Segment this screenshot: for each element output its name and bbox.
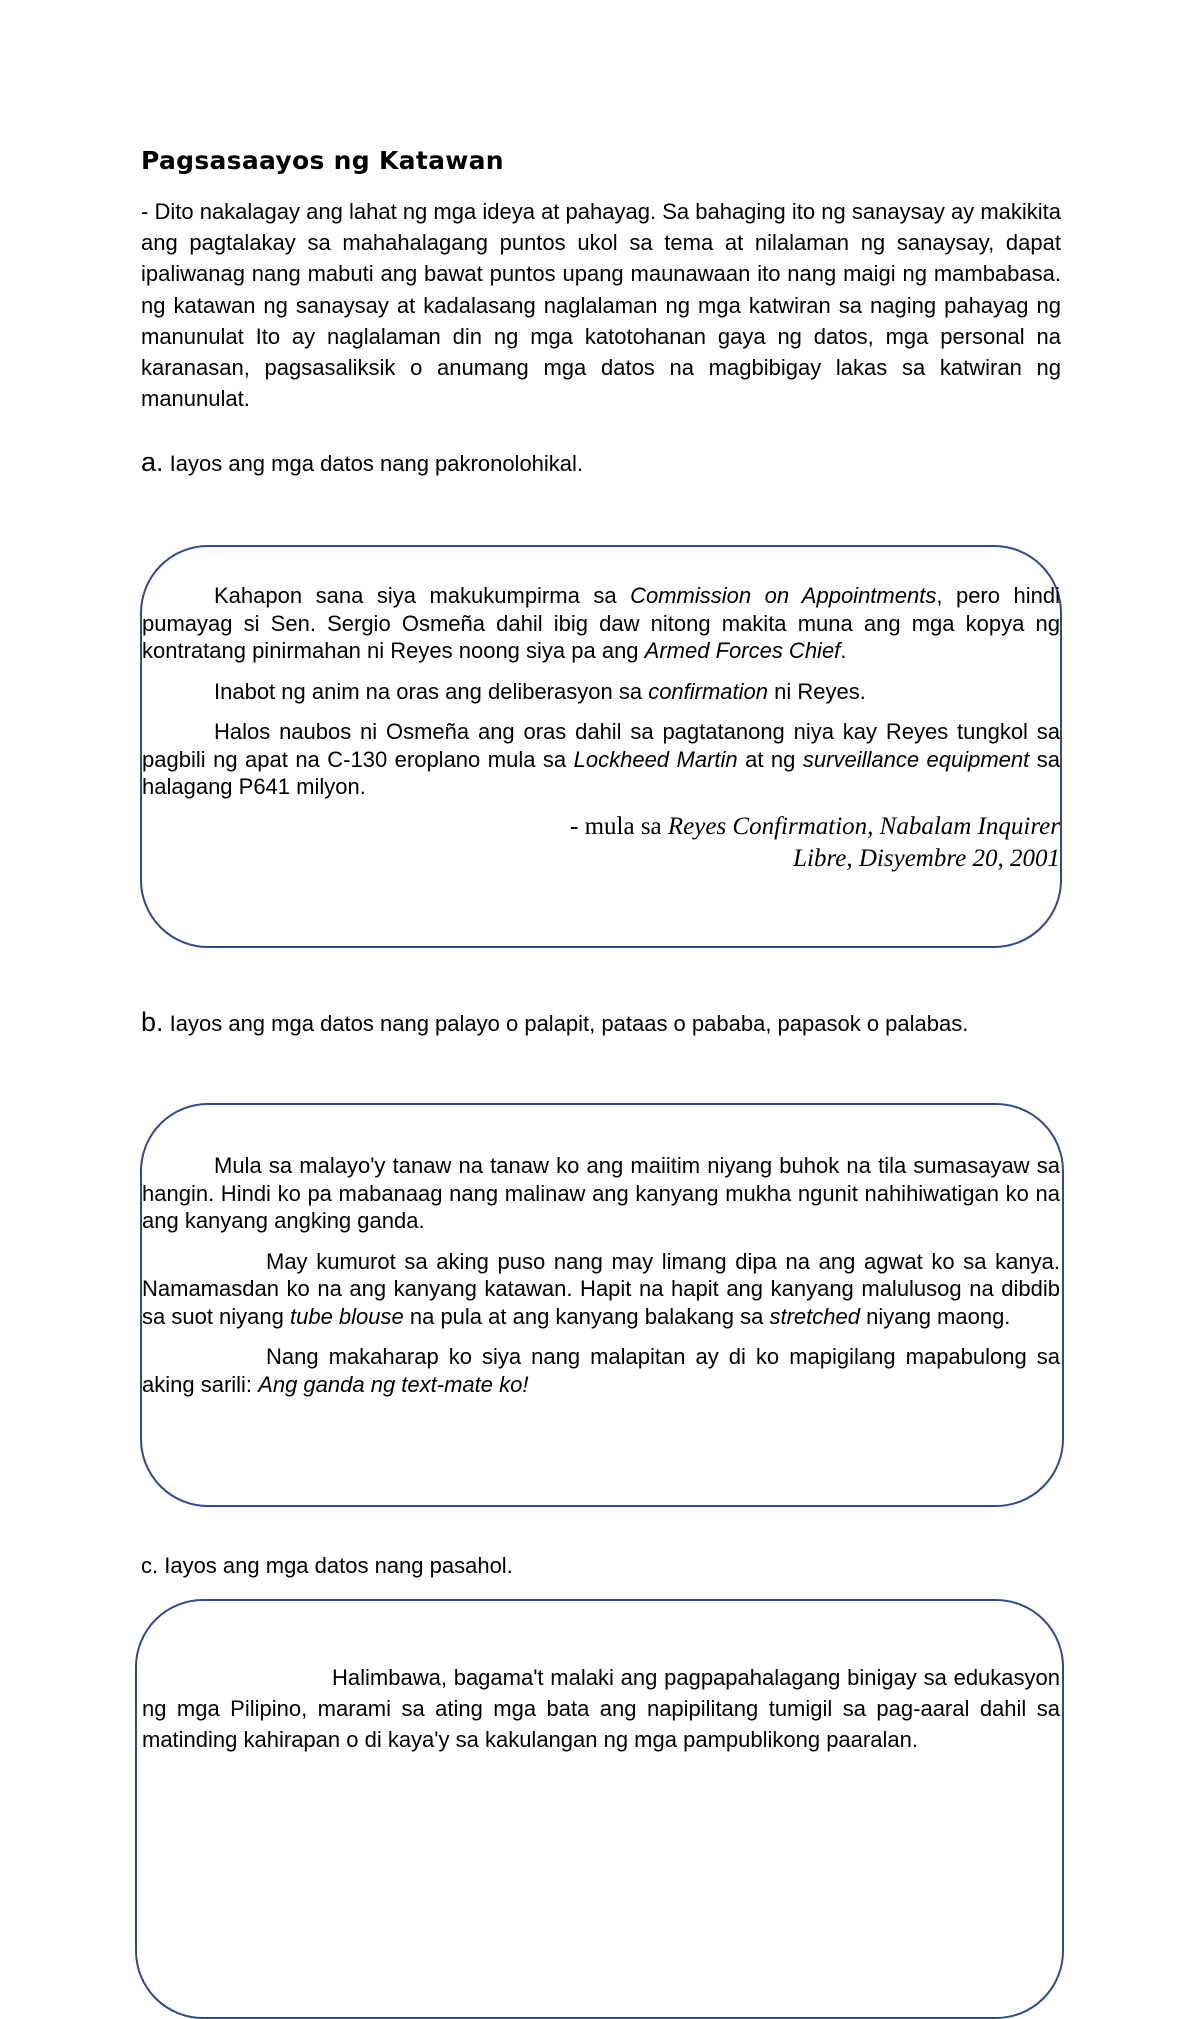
text-run: at ng xyxy=(737,746,803,772)
example-a-paragraph-3 xyxy=(142,718,1060,801)
text-run: Inabot ng anim na oras ang deliberasyon sa xyxy=(214,678,649,704)
text-run: Kahapon sana siya makukumpirma sa xyxy=(214,583,631,608)
example-a-text xyxy=(142,582,1060,875)
example-c-paragraph-1: Halimbawa, bagama't malaki ang pagpapahalagang binigay sa edukasyon ng mga Pilipino, marami sa ating mga bata ang napipilitang tumigil sa pag-aaral dahil sa matinding kahirapan o di kaya'y sa kakulangan ng mga pampublikong paaralan. xyxy=(142,1665,1060,1752)
example-a-paragraph-2 xyxy=(142,678,1060,706)
example-b-paragraph-2 xyxy=(142,1248,1060,1331)
text-run: , pero hindi pumayag si Sen. Sergio Osmeña dahil ibig daw nitong makita muna ang mga kopya ng kontratang pinirmahan ni Reyes noong siya pa ang xyxy=(142,583,1060,663)
text-run: . xyxy=(840,638,847,663)
text-run: niyang maong. xyxy=(859,1303,1011,1329)
example-c-text xyxy=(142,1662,1060,1755)
text-run: Nang makaharap ko siya nang malapitan ay di ko mapigilang mapabulong sa aking sarili: xyxy=(142,1344,1060,1397)
example-b-text xyxy=(142,1152,1060,1398)
source-citation xyxy=(142,811,1060,875)
italic-run: Ang ganda ng text-mate ko! xyxy=(258,1371,529,1397)
item-a-text: Iayos ang mga datos nang pakronolohikal. xyxy=(163,451,584,476)
citation-prefix: - mula sa xyxy=(570,812,668,840)
example-a-paragraph-1 xyxy=(142,582,1060,665)
citation-title: Reyes Confirmation, Nabalam Inquirer xyxy=(667,812,1060,840)
text-run: na pula at ang kanyang balakang sa xyxy=(403,1303,770,1329)
example-b-paragraph-1: Mula sa malayo'y tanaw na tanaw ko ang maiitim niyang buhok na tila sumasayaw sa hangin. Hindi ko pa mabanaag nang malinaw ang kanyang mukha ngunit nahihiwatigan ko na ang kanyang angking ganda. xyxy=(142,1153,1060,1233)
item-b-letter: b. xyxy=(141,1007,164,1037)
italic-run: Lockheed Martin xyxy=(573,746,738,772)
italic-run: surveillance equipment xyxy=(802,746,1030,772)
item-a-letter: a. xyxy=(141,447,164,477)
item-b-label xyxy=(141,1007,968,1038)
text-run: May kumurot sa aking puso nang may limang dipa na ang agwat ko sa kanya. Namamasdan ko na ang kanyang katawan. Hapit na hapit ang kanyang malulusog na dibdib sa suot niyang xyxy=(142,1248,1060,1329)
text-run: sa halagang P641 milyon. xyxy=(142,746,1060,799)
item-a-label xyxy=(141,447,583,478)
italic-run: Armed Forces Chief xyxy=(644,638,841,663)
item-c-label: c. Iayos ang mga datos nang pasahol. xyxy=(141,1553,513,1578)
item-b-text: Iayos ang mga datos nang palayo o palapit, pataas o pababa, papasok o palabas. xyxy=(163,1011,969,1036)
italic-run: Commission on Appointments xyxy=(630,583,937,608)
section-heading: Pagsasaayos ng Katawan xyxy=(141,146,504,175)
text-run: ni Reyes. xyxy=(768,678,866,704)
italic-run: confirmation xyxy=(648,678,769,704)
citation-date: Libre, Disyembre 20, 2001 xyxy=(793,844,1060,872)
text-run: Halos naubos ni Osmeña ang oras dahil sa pagtatanong niya kay Reyes tungkol sa pagbili ng apat na C-130 eroplano mula sa xyxy=(142,719,1060,772)
italic-run: tube blouse xyxy=(289,1303,404,1329)
intro-paragraph: - Dito nakalagay ang lahat ng mga ideya at pahayag. Sa bahaging ito ng sanaysay ay makikita ang pagtalakay sa mahahalagang puntos ukol sa tema at nilalaman ng sanaysay, dapat ipaliwanag nang mabuti ang bawat puntos upang maunawaan ito nang maigi ng mambabasa. ng katawan ng sanaysay at kadalasang naglalaman ng mga katwiran sa naging pahayag ng manunulat Ito ay naglalaman din ng mga katotohanan gaya ng datos, mga personal na karanasan, pagsasaliksik o anumang mga datos na magbibigay lakas sa katwiran ng manunulat. xyxy=(141,199,1061,412)
italic-run: stretched xyxy=(769,1303,860,1329)
example-b-paragraph-3 xyxy=(142,1343,1060,1398)
